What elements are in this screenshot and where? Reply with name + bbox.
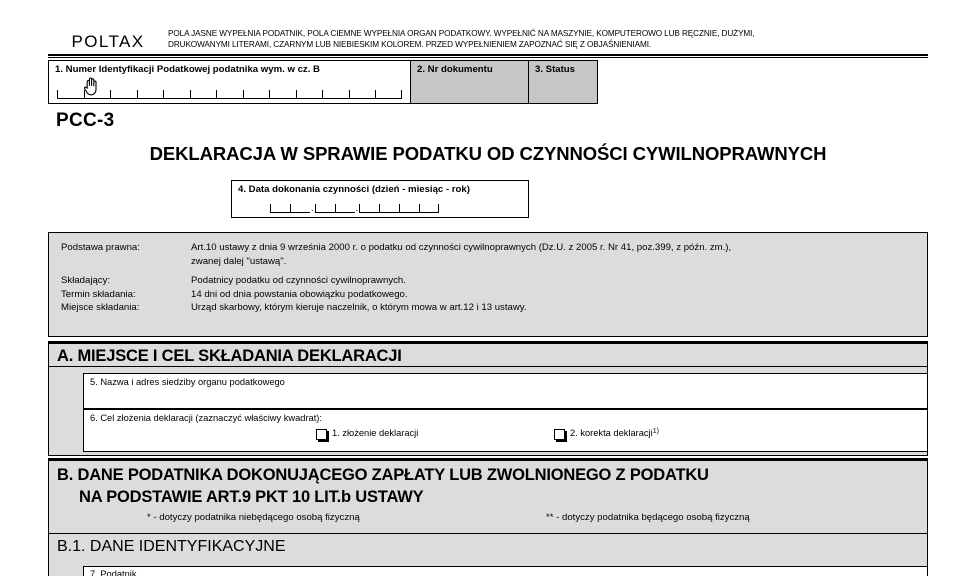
poltax-logo: POLTAX	[71, 32, 145, 51]
field-6-options	[84, 428, 927, 448]
comb-cell[interactable]	[322, 90, 349, 99]
field-3-label: 3. Status	[535, 64, 575, 75]
legal-value-line: zwanej dalej "ustawą".	[191, 255, 287, 267]
comb-cell[interactable]	[419, 204, 439, 213]
field-7-label: 7. Podatnik	[90, 569, 137, 576]
field-1-comb-input[interactable]	[57, 90, 402, 99]
legal-basis-block	[48, 232, 928, 337]
section-a-heading: A. MIEJSCE I CEL SKŁADANIA DEKLARACJI	[48, 341, 928, 367]
comb-cell[interactable]	[270, 204, 290, 213]
comb-separator: .	[311, 203, 314, 213]
comb-cell[interactable]	[375, 90, 402, 99]
checkbox-icon[interactable]	[554, 429, 565, 440]
comb-cell[interactable]	[57, 90, 84, 99]
comb-cell[interactable]	[163, 90, 190, 99]
comb-separator: .	[355, 203, 359, 213]
comb-cell[interactable]	[379, 204, 399, 213]
field-6-option-1-label: 1. złożenie deklaracji	[332, 428, 419, 438]
comb-cell[interactable]	[190, 90, 217, 99]
field-6-purpose	[83, 409, 928, 452]
comb-cell[interactable]	[296, 90, 323, 99]
comb-cell[interactable]	[137, 90, 164, 99]
comb-cell[interactable]	[349, 90, 376, 99]
legal-row-value	[191, 241, 917, 268]
field-1-label: 1. Numer Identyfikacji Podatkowej podatnika wym. w cz. B	[55, 64, 320, 75]
legal-row-value: 14 dni od dnia powstania obowiązku podatkowego.	[191, 288, 408, 300]
section-b1-heading: B.1. DANE IDENTYFIKACYJNE	[48, 533, 928, 563]
field-5-tax-office[interactable]	[83, 373, 928, 409]
field-4-label: 4. Data dokonania czynności (dzień - miesiąc - rok)	[238, 184, 470, 195]
field-6-label: 6. Cel złożenia deklaracji (zaznaczyć właściwy kwadrat):	[90, 413, 322, 423]
comb-cell[interactable]	[243, 90, 270, 99]
section-b-heading-line-1: B. DANE PODATNIKA DOKONUJĄCEGO ZAPŁATY LUB ZWOLNIONEGO Z PODATKU	[57, 466, 709, 484]
legal-row-label: Podstawa prawna:	[61, 242, 140, 253]
field-3-status	[528, 61, 597, 103]
field-7-taxpayer[interactable]	[83, 566, 928, 576]
legal-row	[49, 288, 927, 302]
comb-cell[interactable]	[359, 204, 379, 213]
legal-row-label: Miejsce składania:	[61, 302, 140, 314]
section-b-footnotes	[48, 506, 928, 533]
instruction-line-1: POLA JASNE WYPEŁNIA PODATNIK, POLA CIEMNE WYPEŁNIA ORGAN PODATKOWY. WYPEŁNIĆ NA MASZYNIE, KOMPUTEROWO LUB RĘCZNIE, DUŻYMI,	[168, 29, 755, 38]
section-b-heading-line-2: NA PODSTAWIE ART.9 PKT 10 LIT.b USTAWY	[79, 487, 424, 506]
legal-row-label: Termin składania:	[61, 288, 136, 300]
legal-row-value: Urząd skarbowy, którym kieruje naczelnik, o którym mowa w art.12 i 13 ustawy.	[191, 302, 527, 314]
form-code: PCC-3	[56, 110, 115, 131]
legal-row-label: Składający:	[61, 275, 111, 287]
field-5-label: 5. Nazwa i adres siedziby organu podatkowego	[90, 377, 285, 387]
field-4-date[interactable]	[231, 180, 529, 218]
field-6-option-2[interactable]	[554, 428, 659, 440]
field-2-document-number	[410, 61, 528, 103]
field-6-option-2-superscript: 1)	[652, 428, 659, 435]
legal-value-line: Art.10 ustawy z dnia 9 września 2000 r. o podatku od czynności cywilnoprawnych (Dz.U. z 2005 r. Nr 41, poz.399, z późn. zm.),	[191, 242, 732, 253]
comb-cell[interactable]	[315, 204, 335, 213]
field-2-label: 2. Nr dokumentu	[417, 64, 493, 75]
comb-cell[interactable]	[290, 204, 310, 213]
legal-row	[49, 241, 927, 268]
document-title: DEKLARACJA W SPRAWIE PODATKU OD CZYNNOŚCI CYWILNOPRAWNYCH	[149, 143, 827, 164]
hand-pointer-icon	[82, 76, 100, 96]
header-divider-rule	[48, 54, 928, 58]
comb-cell[interactable]	[216, 90, 243, 99]
comb-cell[interactable]	[269, 90, 296, 99]
section-b-heading	[48, 458, 928, 506]
footnote-non-natural-person: * - dotyczy podatnika niebędącego osobą fizyczną	[147, 512, 360, 523]
comb-cell[interactable]	[335, 204, 355, 213]
legal-row	[49, 274, 927, 288]
legal-row-value: Podatnicy podatku od czynności cywilnoprawnych.	[191, 275, 406, 287]
field-6-option-1[interactable]	[316, 428, 418, 440]
identification-boxes-row	[48, 60, 598, 104]
field-4-comb-input[interactable]	[270, 204, 439, 213]
field-6-option-2-label: 2. korekta deklaracji	[570, 428, 653, 438]
instruction-line-2: DRUKOWANYMI LITERAMI, CZARNYM LUB NIEBIESKIM KOLOREM. PRZED WYPEŁNIENIEM ZAPOZNAĆ SIĘ Z OBJAŚNIENIAMI.	[168, 39, 652, 49]
form-header	[48, 26, 928, 52]
checkbox-icon[interactable]	[316, 429, 327, 440]
comb-cell[interactable]	[110, 90, 137, 99]
footnote-natural-person: ** - dotyczy podatnika będącego osobą fizyczną	[546, 512, 750, 523]
legal-row	[49, 301, 927, 315]
field-1-nip[interactable]	[49, 61, 410, 103]
header-instructions	[168, 26, 928, 51]
comb-cell[interactable]	[399, 204, 419, 213]
